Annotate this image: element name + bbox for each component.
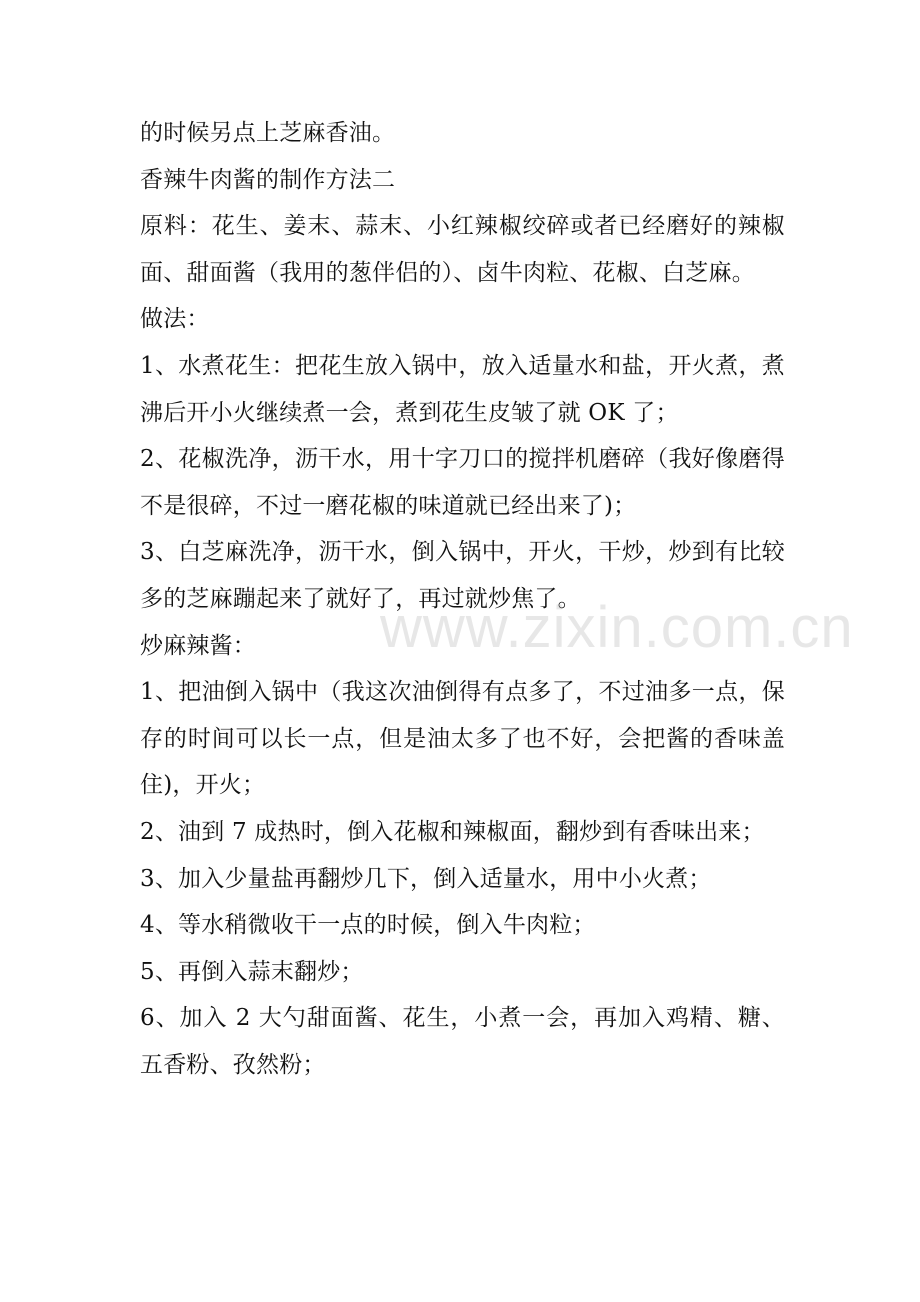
sauce-step-3: 3、加入少量盐再翻炒几下，倒入适量水，用中小火煮； [140,865,712,892]
subheading-method: 做法： [140,306,210,333]
sauce-step-2: 2、油到 7 成热时，倒入花椒和辣椒面，翻炒到有香味出来； [140,818,765,845]
paragraph-ingredients: 原料：花生、姜末、蒜末、小红辣椒绞碎或者已经磨好的辣椒面、甜面酱（我用的葱伴侣的）、卤牛肉粒、花椒、白芝麻。 [140,213,785,286]
sauce-step-5: 5、再倒入蒜末翻炒； [140,958,364,985]
step-3-toast-sesame: 3、白芝麻洗净，沥干水，倒入锅中，开火，干炒，炒到有比较多的芝麻蹦起来了就好了，再过就炒焦了。 [140,539,785,612]
subheading-fry-sauce: 炒麻辣酱： [140,632,256,659]
sauce-step-4: 4、等水稍微收干一点的时候，倒入牛肉粒； [140,912,596,939]
section-heading-method-two: 香辣牛肉酱的制作方法二 [140,166,396,193]
step-2-grind-peppercorns: 2、花椒洗净，沥干水，用十字刀口的搅拌机磨碎（我好像磨得不是很碎，不过一磨花椒的味道就已经出来了)； [140,446,785,519]
sauce-step-6: 6、加入 2 大勺甜面酱、花生，小煮一会，再加入鸡精、糖、五香粉、孜然粉； [140,1005,785,1078]
watermark: www.zixin.com.cn [380,595,854,660]
paragraph-continuation: 的时候另点上芝麻香油。 [140,120,396,146]
sauce-step-1: 1、把油倒入锅中（我这次油倒得有点多了，不过油多一点，保存的时间可以长一点，但是油太多了也不好，会把酱的香味盖住)，开火； [140,679,785,799]
document-body [140,110,785,1088]
step-1-boil-peanuts: 1、水煮花生：把花生放入锅中，放入适量水和盐，开火煮，煮沸后开小火继续煮一会，煮到花生皮皱了就 OK 了； [140,352,785,426]
